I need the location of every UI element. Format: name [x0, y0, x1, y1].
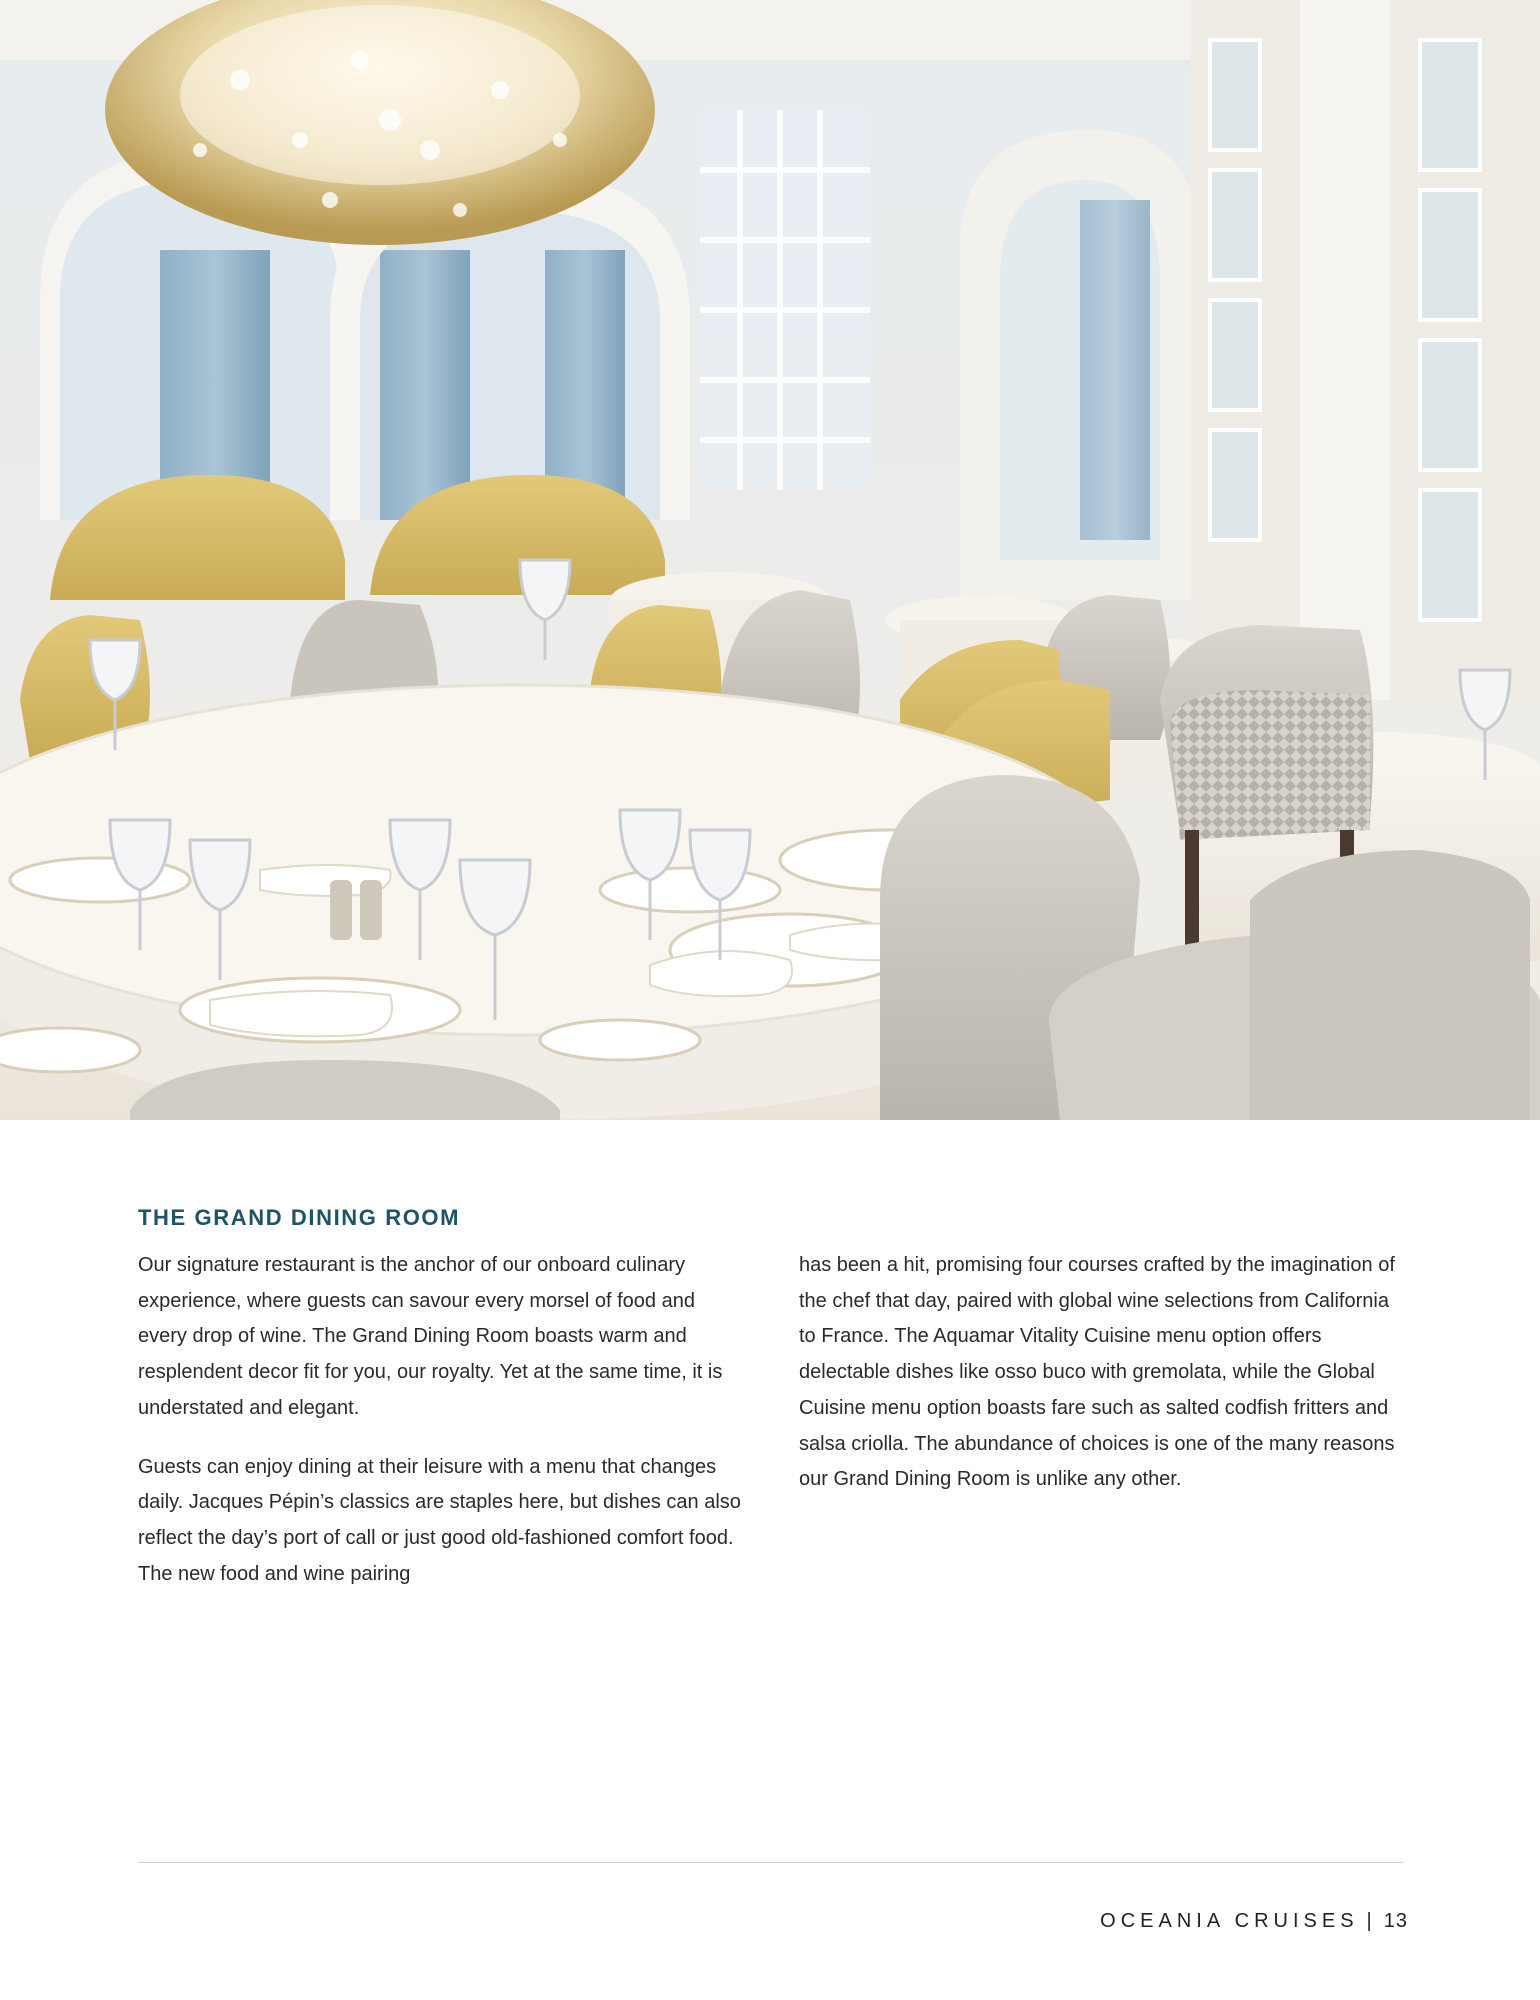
paragraph-2: Guests can enjoy dining at their leisure with a menu that changes daily. Jacques Pépin’s classics are staples here, but dishes can also reflect the day’s port of call or just good old-fashioned comfort food. The new food and wine pairing — [138, 1455, 741, 1585]
paragraph-3: has been a hit, promising four courses crafted by the imagination of the chef that day, paired with global wine selections from California to France. The Aquamar Vitality Cuisine menu option offers delectable dishes like osso buco with gremolata, while the Global Cuisine menu option boasts fare such as salted codfish fritters and salsa criolla. The abundance of choices is one of the many reasons our Grand Dining Room is unlike any other. — [799, 1254, 1395, 1491]
brand-name: OCEANIA CRUISES — [1100, 1910, 1359, 1932]
section-heading: THE GRAND DINING ROOM — [138, 1205, 461, 1230]
footer-divider — [138, 1862, 1403, 1863]
page-footer — [1100, 1910, 1408, 1933]
paragraph-1: Our signature restaurant is the anchor of our onboard culinary experience, where guests can savour every morsel of food and every drop of wine. The Grand Dining Room boasts warm and resplendent decor fit for you, our royalty. Yet at the same time, it is understated and elegant. — [138, 1254, 723, 1419]
footer-separator: | — [1366, 1910, 1372, 1932]
page-number: 13 — [1383, 1910, 1408, 1932]
body-column-right — [799, 1248, 1404, 1521]
body-column-left — [138, 1248, 743, 1615]
